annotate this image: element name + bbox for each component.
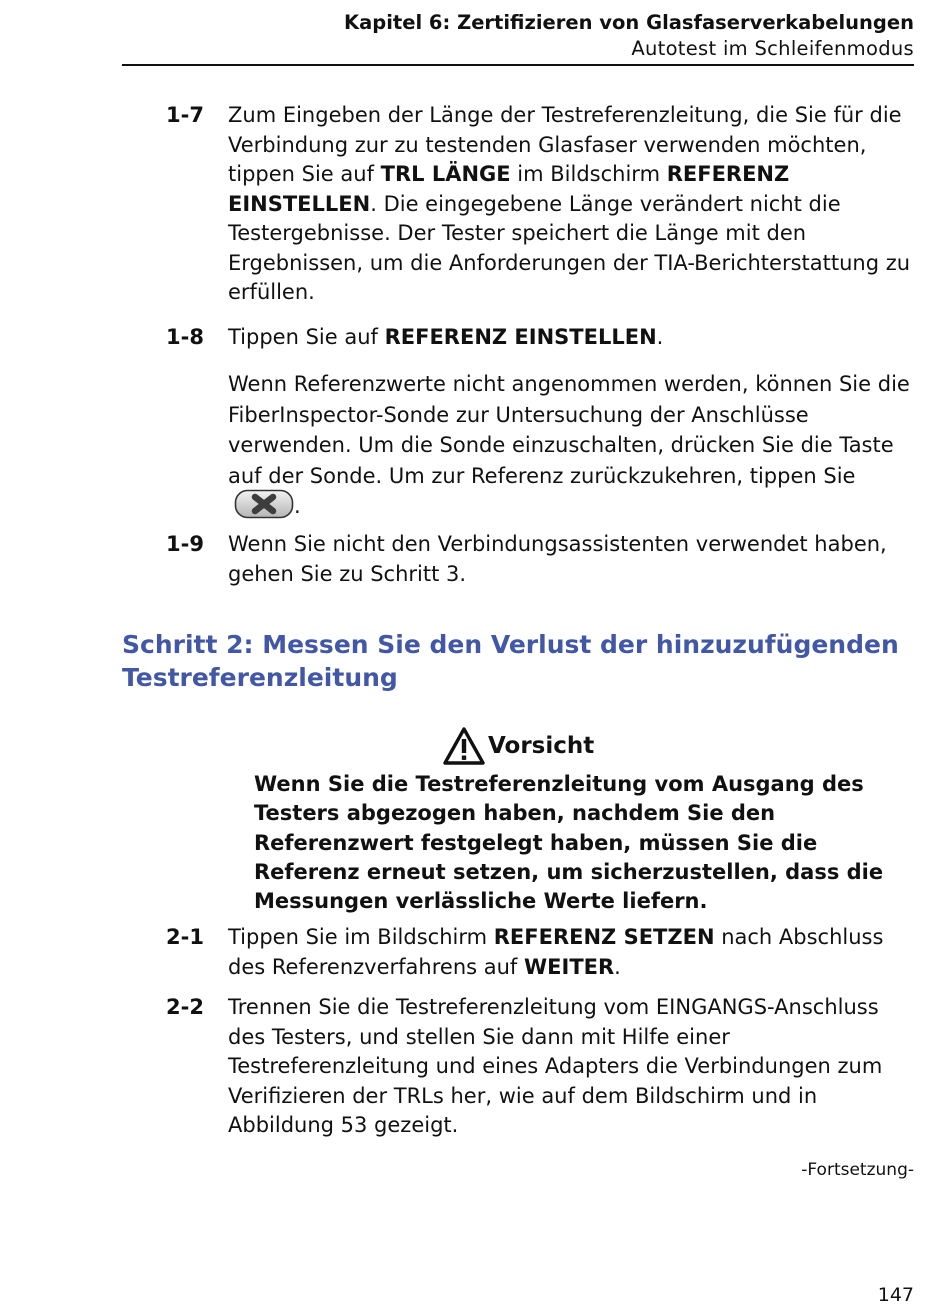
chapter-title: Kapitel 6: Zertifizieren von Glasfaserverkabelungen	[343, 11, 914, 34]
step-text: Trennen Sie die Testreferenzleitung vom EINGANGS-Anschluss des Testers, und stellen Sie dann mit Hilfe einer Testreferenzleitung und eines Adapters die Verbindungen zum Verifizieren der TRLs her, wie auf dem Bildschirm und in Abbildung 53 gezeigt.	[228, 995, 883, 1137]
step-text-part: .	[614, 954, 621, 979]
note-text: Wenn Referenzwerte nicht angenommen werden, können Sie die FiberInspector-Sonde zur Untersuchung der Anschlüsse verwenden. Um die Sonde einzuschalten, drücken Sie die Taste auf der Sonde. Um zur Referenz zurückzukehren, tippen Sie	[228, 372, 910, 488]
caution-title-text: Vorsicht	[488, 733, 595, 759]
step-number: 2-1	[166, 925, 204, 949]
step-number: 2-2	[166, 995, 204, 1019]
step-1-8	[166, 323, 916, 353]
close-x-button-icon	[234, 489, 294, 519]
step-1-7	[166, 101, 916, 308]
ui-term: WEITER	[524, 954, 615, 979]
step-text	[228, 923, 916, 982]
step-number: 1-9	[166, 532, 204, 556]
caution-title	[442, 724, 594, 768]
step-text	[228, 323, 916, 353]
header-rule	[122, 64, 914, 66]
page-number: 147	[877, 1284, 914, 1306]
ui-term: TRL LÄNGE	[380, 162, 511, 186]
step-text-part: nach Abschluss des Referenzverfahrens auf	[228, 925, 884, 979]
step-text-part: Zum Eingeben der Länge der Testreferenzleitung, die Sie für die Verbindung zur zu testenden Glasfaser verwenden möchten, tippen Sie auf	[228, 103, 902, 186]
step-text-part: Tippen Sie auf	[228, 325, 385, 349]
note-text-end: .	[294, 494, 301, 518]
step-1-9	[166, 530, 916, 589]
step-text-part: . Die eingegebene Länge verändert nicht die Testergebnisse. Der Tester speichert die Länge mit den Ergebnissen, um die Anforderungen der TIA-Berichterstattung zu erfüllen.	[228, 191, 911, 304]
warning-triangle-icon	[442, 726, 486, 766]
continued-label: -Fortsetzung-	[801, 1160, 914, 1180]
step-text-part: Tippen Sie im Bildschirm	[228, 925, 494, 949]
step-1-8-note	[228, 369, 918, 522]
ui-term: REFERENZ SETZEN	[493, 925, 715, 949]
step-text-part: .	[656, 325, 664, 349]
step-2-2	[166, 993, 916, 1141]
step-text: Wenn Sie nicht den Verbindungsassistenten verwendet haben, gehen Sie zu Schritt 3.	[228, 532, 887, 586]
section-heading: Schritt 2: Messen Sie den Verlust der hinzuzufügenden Testreferenzleitung	[122, 630, 899, 692]
section-title: Autotest im Schleifenmodus	[631, 37, 914, 60]
ui-term: REFERENZ EINSTELLEN	[228, 162, 790, 216]
step-2-1	[166, 923, 916, 982]
step-number: 1-7	[166, 103, 204, 127]
page-header	[344, 10, 914, 62]
ui-term: REFERENZ EINSTELLEN	[384, 325, 657, 349]
step-text-part: im Bildschirm	[510, 162, 667, 186]
step-text	[228, 101, 916, 308]
caution-text: Wenn Sie die Testreferenzleitung vom Ausgang des Testers abgezogen haben, nachdem Sie den Referenzwert festgelegt haben, müssen Sie die Referenz erneut setzen, um sicherzustellen, dass die Messungen verlässliche Werte liefern.	[254, 772, 884, 914]
step-number: 1-8	[166, 325, 204, 349]
